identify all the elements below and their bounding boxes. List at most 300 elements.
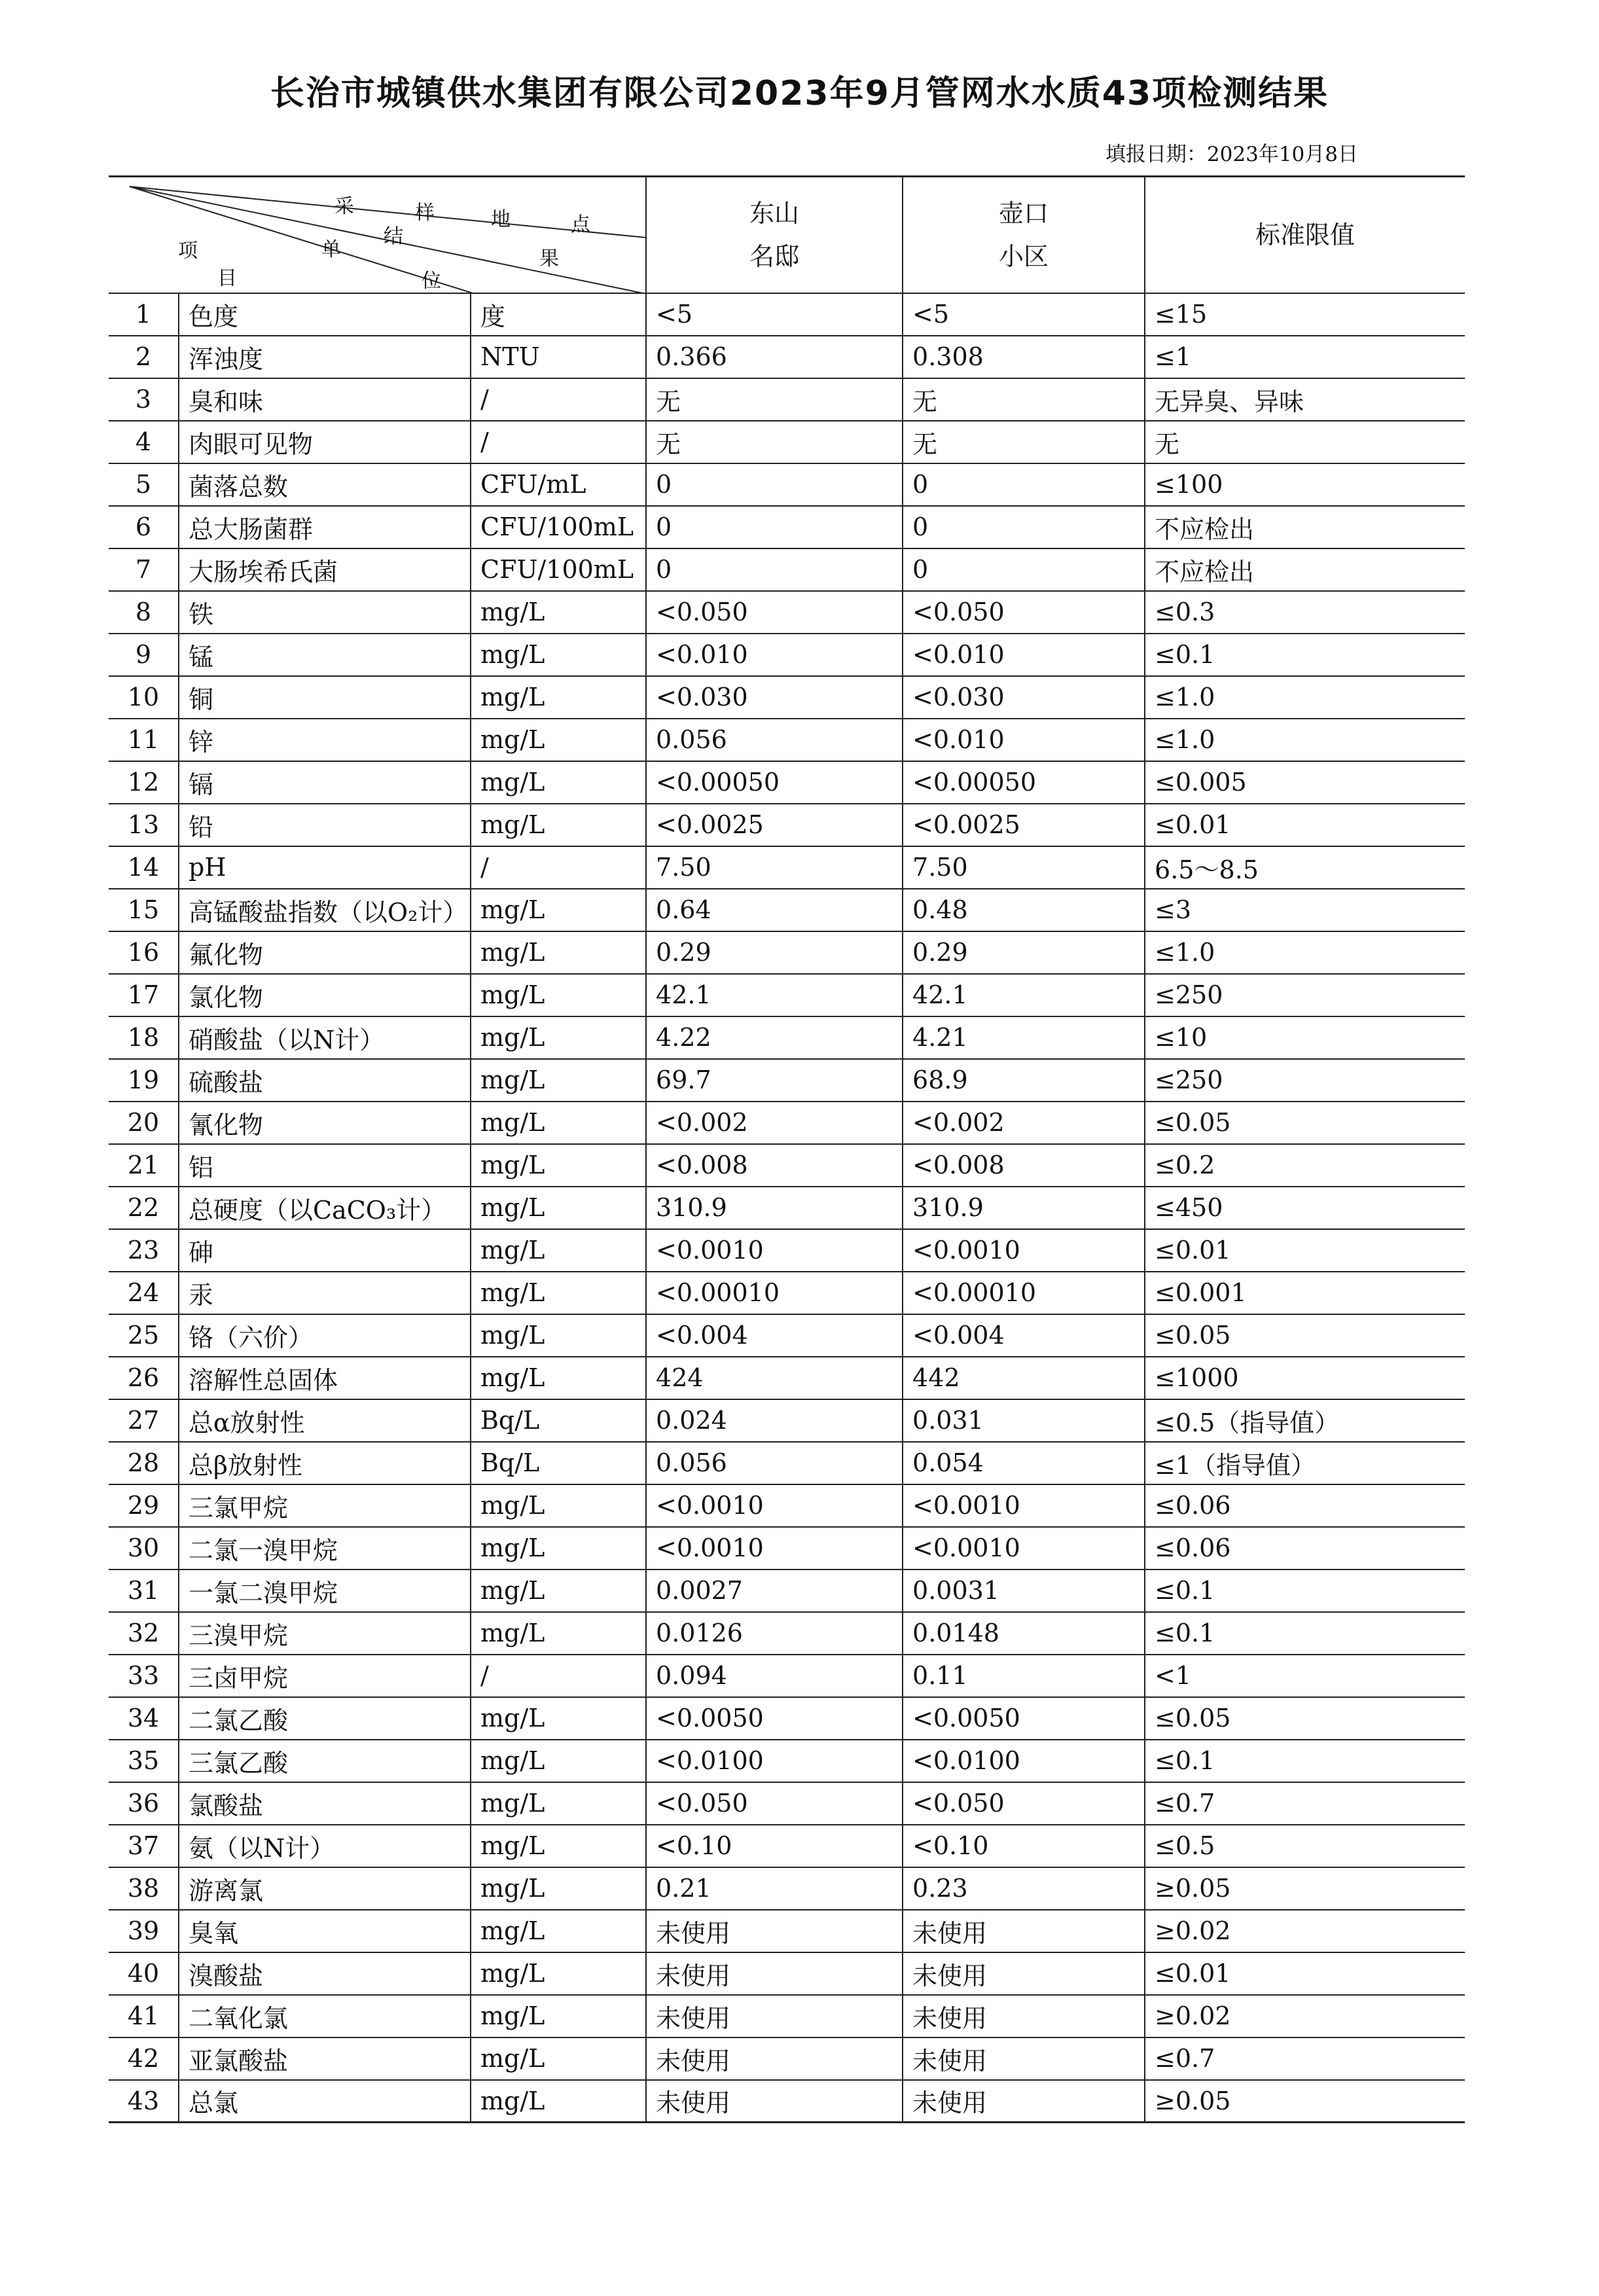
- value-dongshan: 69.7: [646, 1059, 903, 1102]
- value-hukou: 0.054: [903, 1442, 1145, 1484]
- standard-limit: ≤0.001: [1145, 1272, 1465, 1314]
- row-number: 10: [109, 676, 179, 719]
- value-dongshan: <0.00050: [646, 761, 903, 804]
- row-number: 38: [109, 1867, 179, 1910]
- value-hukou: 0: [903, 548, 1145, 591]
- standard-limit: ≤100: [1145, 463, 1465, 506]
- value-dongshan: 0.094: [646, 1655, 903, 1697]
- standard-limit: <1: [1145, 1655, 1465, 1697]
- row-number: 37: [109, 1825, 179, 1867]
- value-hukou: 310.9: [903, 1187, 1145, 1229]
- value-dongshan: <0.0050: [646, 1697, 903, 1740]
- item-name: 总氯: [179, 2080, 471, 2123]
- standard-limit: ≤0.06: [1145, 1484, 1465, 1527]
- table-row: [109, 463, 1465, 506]
- value-hukou: <5: [903, 293, 1145, 336]
- item-name: pH: [179, 846, 471, 889]
- table-row: [109, 1612, 1465, 1655]
- table-row: [109, 1229, 1465, 1272]
- table-row: [109, 1272, 1465, 1314]
- row-number: 32: [109, 1612, 179, 1655]
- unit: /: [471, 421, 646, 463]
- unit: CFU/100mL: [471, 548, 646, 591]
- table-row: [109, 676, 1465, 719]
- value-dongshan: 未使用: [646, 2080, 903, 2123]
- standard-limit: ≥0.05: [1145, 2080, 1465, 2123]
- item-name: 汞: [179, 1272, 471, 1314]
- value-dongshan: 0: [646, 548, 903, 591]
- value-dongshan: 0: [646, 506, 903, 548]
- item-name: 氨（以N计）: [179, 1825, 471, 1867]
- value-hukou: <0.0050: [903, 1697, 1145, 1740]
- table-row: [109, 548, 1465, 591]
- value-hukou: <0.010: [903, 719, 1145, 761]
- item-name: 色度: [179, 293, 471, 336]
- corner-left-char-1: 项: [178, 240, 198, 262]
- item-name: 三溴甲烷: [179, 1612, 471, 1655]
- unit: /: [471, 1655, 646, 1697]
- value-dongshan: 未使用: [646, 1910, 903, 1952]
- value-dongshan: 0.056: [646, 719, 903, 761]
- value-hukou: 0.308: [903, 336, 1145, 378]
- standard-limit: ≤0.005: [1145, 761, 1465, 804]
- row-number: 27: [109, 1399, 179, 1442]
- value-hukou: 68.9: [903, 1059, 1145, 1102]
- item-name: 铅: [179, 804, 471, 846]
- value-hukou: 未使用: [903, 2080, 1145, 2123]
- standard-limit: ≤0.5: [1145, 1825, 1465, 1867]
- row-number: 1: [109, 293, 179, 336]
- site1-line2: 名邸: [749, 242, 800, 271]
- row-number: 26: [109, 1357, 179, 1399]
- standard-limit: ≤0.1: [1145, 1612, 1465, 1655]
- item-name: 臭氧: [179, 1910, 471, 1952]
- unit: NTU: [471, 336, 646, 378]
- value-dongshan: 42.1: [646, 974, 903, 1016]
- table-row: [109, 378, 1465, 421]
- standard-limit: 无异臭、异味: [1145, 378, 1465, 421]
- value-dongshan: 0.0126: [646, 1612, 903, 1655]
- standard-limit: ≤0.2: [1145, 1144, 1465, 1187]
- table-row: [109, 1527, 1465, 1570]
- standard-limit: ≤250: [1145, 1059, 1465, 1102]
- standard-limit: ≤0.01: [1145, 804, 1465, 846]
- item-name: 硝酸盐（以N计）: [179, 1016, 471, 1059]
- standard-limit: 无: [1145, 421, 1465, 463]
- item-name: 铬（六价）: [179, 1314, 471, 1357]
- row-number: 40: [109, 1952, 179, 1995]
- table-row: [109, 931, 1465, 974]
- unit: mg/L: [471, 1995, 646, 2037]
- item-name: 总硬度（以CaCO₃计）: [179, 1187, 471, 1229]
- item-name: 二氯一溴甲烷: [179, 1527, 471, 1570]
- corner-left-char-2: 目: [217, 267, 237, 290]
- row-number: 21: [109, 1144, 179, 1187]
- standard-limit: ≤0.7: [1145, 1782, 1465, 1825]
- unit: mg/L: [471, 1272, 646, 1314]
- value-hukou: <0.00010: [903, 1272, 1145, 1314]
- standard-limit: ≤1.0: [1145, 676, 1465, 719]
- row-number: 2: [109, 336, 179, 378]
- value-dongshan: 0.29: [646, 931, 903, 974]
- table-row: [109, 1910, 1465, 1952]
- item-name: 浑浊度: [179, 336, 471, 378]
- unit: mg/L: [471, 1187, 646, 1229]
- value-dongshan: <0.050: [646, 1782, 903, 1825]
- item-name: 铁: [179, 591, 471, 634]
- row-number: 39: [109, 1910, 179, 1952]
- value-dongshan: <0.050: [646, 591, 903, 634]
- unit: mg/L: [471, 1016, 646, 1059]
- standard-limit: ≤1（指导值）: [1145, 1442, 1465, 1484]
- value-hukou: 无: [903, 378, 1145, 421]
- value-hukou: <0.008: [903, 1144, 1145, 1187]
- row-number: 31: [109, 1570, 179, 1612]
- row-number: 25: [109, 1314, 179, 1357]
- row-number: 7: [109, 548, 179, 591]
- row-number: 5: [109, 463, 179, 506]
- unit: mg/L: [471, 1229, 646, 1272]
- standard-limit: ≤0.1: [1145, 634, 1465, 676]
- item-name: 溴酸盐: [179, 1952, 471, 1995]
- value-hukou: <0.0010: [903, 1527, 1145, 1570]
- row-number: 35: [109, 1740, 179, 1782]
- standard-limit: ≤15: [1145, 293, 1465, 336]
- row-number: 16: [109, 931, 179, 974]
- value-dongshan: 0.21: [646, 1867, 903, 1910]
- fill-date: 填报日期：2023年10月8日: [1105, 143, 1358, 166]
- unit: mg/L: [471, 931, 646, 974]
- unit: CFU/100mL: [471, 506, 646, 548]
- item-name: 总β放射性: [179, 1442, 471, 1484]
- item-name: 溶解性总固体: [179, 1357, 471, 1399]
- value-dongshan: <0.0010: [646, 1527, 903, 1570]
- table-row: [109, 1102, 1465, 1144]
- value-dongshan: <0.00010: [646, 1272, 903, 1314]
- row-number: 23: [109, 1229, 179, 1272]
- table-row: [109, 974, 1465, 1016]
- unit: mg/L: [471, 889, 646, 931]
- standard-limit: 6.5～8.5: [1145, 846, 1465, 889]
- unit: Bq/L: [471, 1399, 646, 1442]
- corner-mid-char-1: 单: [321, 238, 341, 261]
- standard-limit: ≤250: [1145, 974, 1465, 1016]
- table-row: [109, 1697, 1465, 1740]
- table-row: [109, 1952, 1465, 1995]
- table-row: [109, 889, 1465, 931]
- row-number: 18: [109, 1016, 179, 1059]
- value-hukou: 0.031: [903, 1399, 1145, 1442]
- item-name: 氯化物: [179, 974, 471, 1016]
- water-quality-table: [109, 175, 1465, 2123]
- table-row: [109, 1825, 1465, 1867]
- value-dongshan: <0.0010: [646, 1229, 903, 1272]
- row-number: 20: [109, 1102, 179, 1144]
- value-hukou: <0.010: [903, 634, 1145, 676]
- item-name: 氰化物: [179, 1102, 471, 1144]
- value-hukou: <0.0010: [903, 1484, 1145, 1527]
- table-row: [109, 1740, 1465, 1782]
- table-row: [109, 293, 1465, 336]
- row-number: 15: [109, 889, 179, 931]
- row-number: 43: [109, 2080, 179, 2123]
- value-hukou: <0.0010: [903, 1229, 1145, 1272]
- table-row: [109, 1655, 1465, 1697]
- standard-limit: ≤0.05: [1145, 1697, 1465, 1740]
- value-dongshan: <0.030: [646, 676, 903, 719]
- table-row: [109, 1016, 1465, 1059]
- unit: 度: [471, 293, 646, 336]
- value-hukou: <0.0025: [903, 804, 1145, 846]
- standard-limit: ≤450: [1145, 1187, 1465, 1229]
- unit: mg/L: [471, 1357, 646, 1399]
- unit: mg/L: [471, 1910, 646, 1952]
- value-hukou: 4.21: [903, 1016, 1145, 1059]
- row-number: 14: [109, 846, 179, 889]
- item-name: 硫酸盐: [179, 1059, 471, 1102]
- item-name: 大肠埃希氏菌: [179, 548, 471, 591]
- value-hukou: 0.0148: [903, 1612, 1145, 1655]
- row-number: 41: [109, 1995, 179, 2037]
- standard-limit: ≤0.06: [1145, 1527, 1465, 1570]
- standard-limit: ≤3: [1145, 889, 1465, 931]
- standard-limit: ≤0.5（指导值）: [1145, 1399, 1465, 1442]
- row-number: 3: [109, 378, 179, 421]
- unit: mg/L: [471, 761, 646, 804]
- table-row: [109, 1995, 1465, 2037]
- standard-limit: ≥0.05: [1145, 1867, 1465, 1910]
- table-body: [109, 293, 1465, 2123]
- unit: mg/L: [471, 676, 646, 719]
- value-hukou: <0.050: [903, 1782, 1145, 1825]
- table-row: [109, 1867, 1465, 1910]
- table-row: [109, 2080, 1465, 2123]
- item-name: 三卤甲烷: [179, 1655, 471, 1697]
- item-name: 二氧化氯: [179, 1995, 471, 2037]
- item-name: 锌: [179, 719, 471, 761]
- table-row: [109, 591, 1465, 634]
- value-dongshan: <5: [646, 293, 903, 336]
- value-dongshan: <0.0025: [646, 804, 903, 846]
- table-row: [109, 2037, 1465, 2080]
- value-hukou: 0.23: [903, 1867, 1145, 1910]
- standard-limit: 不应检出: [1145, 548, 1465, 591]
- table-row: [109, 1314, 1465, 1357]
- row-number: 6: [109, 506, 179, 548]
- standard-limit: ≤0.05: [1145, 1314, 1465, 1357]
- unit: mg/L: [471, 1059, 646, 1102]
- site-dongshan-header: [646, 177, 903, 293]
- table-row: [109, 846, 1465, 889]
- value-dongshan: 424: [646, 1357, 903, 1399]
- unit: mg/L: [471, 1952, 646, 1995]
- unit: mg/L: [471, 2080, 646, 2123]
- table-row: [109, 804, 1465, 846]
- row-number: 11: [109, 719, 179, 761]
- item-name: 亚氯酸盐: [179, 2037, 471, 2080]
- standard-limit: ≤1000: [1145, 1357, 1465, 1399]
- standard-limit: ≤0.7: [1145, 2037, 1465, 2080]
- corner-top-char-4: 点: [571, 213, 590, 236]
- item-name: 二氯乙酸: [179, 1697, 471, 1740]
- value-dongshan: 0: [646, 463, 903, 506]
- table-row: [109, 1782, 1465, 1825]
- unit: mg/L: [471, 1825, 646, 1867]
- value-hukou: <0.0100: [903, 1740, 1145, 1782]
- standard-limit: ≤0.01: [1145, 1229, 1465, 1272]
- table-row: [109, 336, 1465, 378]
- value-dongshan: <0.0100: [646, 1740, 903, 1782]
- value-dongshan: <0.0010: [646, 1484, 903, 1527]
- corner-top-char-3: 地: [491, 208, 511, 231]
- item-name: 总大肠菌群: [179, 506, 471, 548]
- standard-limit-header: 标准限值: [1145, 177, 1465, 293]
- item-name: 游离氯: [179, 1867, 471, 1910]
- standard-limit: ≤0.1: [1145, 1740, 1465, 1782]
- value-hukou: <0.10: [903, 1825, 1145, 1867]
- table-row: [109, 1570, 1465, 1612]
- unit: mg/L: [471, 1697, 646, 1740]
- row-number: 13: [109, 804, 179, 846]
- value-dongshan: 无: [646, 378, 903, 421]
- value-hukou: 0: [903, 506, 1145, 548]
- item-name: 菌落总数: [179, 463, 471, 506]
- value-hukou: 未使用: [903, 1952, 1145, 1995]
- value-dongshan: 0.056: [646, 1442, 903, 1484]
- value-dongshan: 未使用: [646, 2037, 903, 2080]
- value-hukou: <0.030: [903, 676, 1145, 719]
- standard-limit: ≤0.1: [1145, 1570, 1465, 1612]
- standard-limit: ≤1.0: [1145, 719, 1465, 761]
- item-name: 氯酸盐: [179, 1782, 471, 1825]
- corner-top-char-1: 采: [334, 195, 354, 218]
- item-name: 铜: [179, 676, 471, 719]
- row-number: 29: [109, 1484, 179, 1527]
- value-hukou: 0.11: [903, 1655, 1145, 1697]
- site1-line1: 东山: [749, 198, 800, 228]
- standard-limit: ≤0.05: [1145, 1102, 1465, 1144]
- unit: mg/L: [471, 804, 646, 846]
- item-name: 氟化物: [179, 931, 471, 974]
- table-row: [109, 421, 1465, 463]
- value-hukou: 未使用: [903, 1995, 1145, 2037]
- site2-line1: 壶口: [999, 198, 1049, 228]
- unit: mg/L: [471, 1144, 646, 1187]
- table-row: [109, 719, 1465, 761]
- value-hukou: <0.002: [903, 1102, 1145, 1144]
- corner-top-char-2: 样: [415, 202, 435, 224]
- corner-left-char-3: 位: [422, 270, 441, 293]
- item-name: 三氯甲烷: [179, 1484, 471, 1527]
- unit: /: [471, 846, 646, 889]
- page-title: 长治市城镇供水集团有限公司2023年9月管网水水质43项检测结果: [270, 74, 1329, 113]
- value-hukou: 42.1: [903, 974, 1145, 1016]
- value-hukou: 7.50: [903, 846, 1145, 889]
- value-dongshan: 4.22: [646, 1016, 903, 1059]
- value-dongshan: 7.50: [646, 846, 903, 889]
- table-row: [109, 634, 1465, 676]
- unit: mg/L: [471, 719, 646, 761]
- unit: Bq/L: [471, 1442, 646, 1484]
- unit: mg/L: [471, 1782, 646, 1825]
- site2-line2: 小区: [999, 242, 1049, 271]
- value-hukou: <0.050: [903, 591, 1145, 634]
- unit: /: [471, 378, 646, 421]
- table-row: [109, 1399, 1465, 1442]
- standard-limit: ≤10: [1145, 1016, 1465, 1059]
- value-dongshan: 0.0027: [646, 1570, 903, 1612]
- diagonal-header-cell: [109, 177, 646, 293]
- value-dongshan: <0.010: [646, 634, 903, 676]
- unit: CFU/mL: [471, 463, 646, 506]
- standard-limit: ≤1.0: [1145, 931, 1465, 974]
- row-number: 12: [109, 761, 179, 804]
- standard-limit: ≤0.01: [1145, 1952, 1465, 1995]
- corner-mid-char-2: 结: [384, 225, 403, 248]
- item-name: 镉: [179, 761, 471, 804]
- value-hukou: 0: [903, 463, 1145, 506]
- unit: mg/L: [471, 591, 646, 634]
- table-row: [109, 1144, 1465, 1187]
- row-number: 36: [109, 1782, 179, 1825]
- value-hukou: 442: [903, 1357, 1145, 1399]
- standard-limit: 不应检出: [1145, 506, 1465, 548]
- corner-mid-char-3: 果: [539, 247, 559, 270]
- value-hukou: 未使用: [903, 2037, 1145, 2080]
- value-dongshan: <0.008: [646, 1144, 903, 1187]
- row-number: 22: [109, 1187, 179, 1229]
- site-hukou-header: [903, 177, 1145, 293]
- value-dongshan: 310.9: [646, 1187, 903, 1229]
- row-number: 8: [109, 591, 179, 634]
- table-row: [109, 1187, 1465, 1229]
- standard-limit: ≥0.02: [1145, 1995, 1465, 2037]
- unit: mg/L: [471, 1527, 646, 1570]
- header-row: [109, 177, 1465, 293]
- value-dongshan: <0.002: [646, 1102, 903, 1144]
- table-row: [109, 1484, 1465, 1527]
- unit: mg/L: [471, 974, 646, 1016]
- value-dongshan: 无: [646, 421, 903, 463]
- value-hukou: 无: [903, 421, 1145, 463]
- table-row: [109, 1357, 1465, 1399]
- value-dongshan: 未使用: [646, 1952, 903, 1995]
- table-row: [109, 1442, 1465, 1484]
- item-name: 肉眼可见物: [179, 421, 471, 463]
- value-dongshan: 未使用: [646, 1995, 903, 2037]
- row-number: 4: [109, 421, 179, 463]
- value-dongshan: 0.64: [646, 889, 903, 931]
- row-number: 33: [109, 1655, 179, 1697]
- unit: mg/L: [471, 634, 646, 676]
- value-dongshan: <0.10: [646, 1825, 903, 1867]
- standard-limit: ≤1: [1145, 336, 1465, 378]
- table-row: [109, 506, 1465, 548]
- unit: mg/L: [471, 1867, 646, 1910]
- row-number: 19: [109, 1059, 179, 1102]
- item-name: 总α放射性: [179, 1399, 471, 1442]
- row-number: 34: [109, 1697, 179, 1740]
- unit: mg/L: [471, 1740, 646, 1782]
- value-hukou: 未使用: [903, 1910, 1145, 1952]
- value-hukou: 0.29: [903, 931, 1145, 974]
- row-number: 9: [109, 634, 179, 676]
- item-name: 锰: [179, 634, 471, 676]
- value-hukou: <0.00050: [903, 761, 1145, 804]
- unit: mg/L: [471, 1612, 646, 1655]
- item-name: 铝: [179, 1144, 471, 1187]
- unit: mg/L: [471, 1570, 646, 1612]
